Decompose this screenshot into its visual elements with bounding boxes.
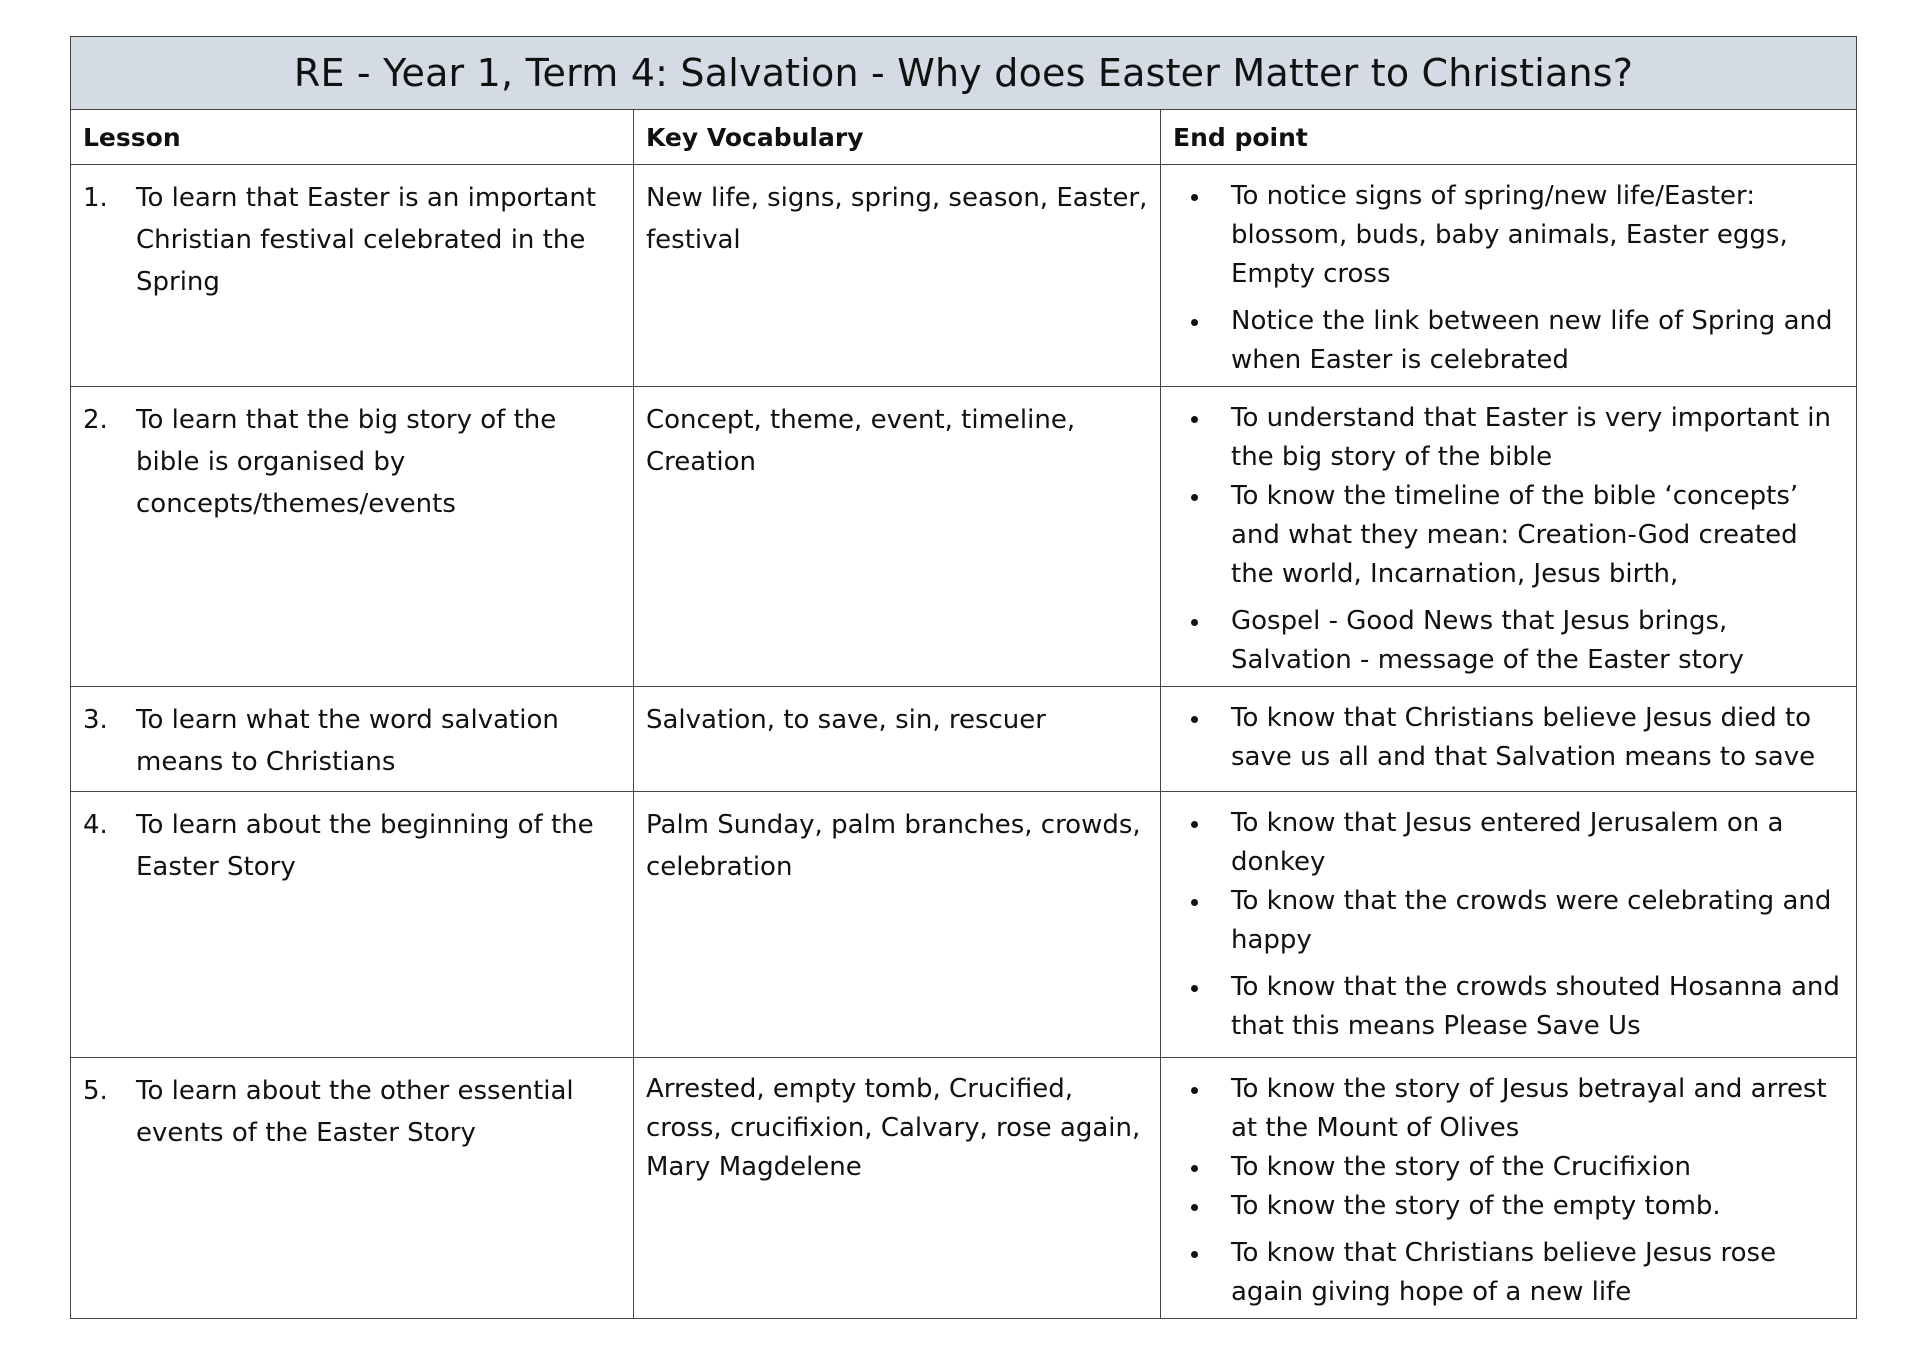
vocab-cell: Salvation, to save, sin, rescuer (634, 687, 1161, 792)
endpoint-item (1173, 1148, 1846, 1187)
bullet-icon (1173, 302, 1231, 380)
curriculum-table (70, 36, 1857, 1319)
endpoint-item (1173, 882, 1846, 960)
endpoint-text: To know the story of the empty tomb. (1231, 1191, 1721, 1221)
curriculum-sheet (70, 36, 1856, 1319)
endpoint-text: To notice signs of spring/new life/Easter: blossom, buds, baby animals, Easter eggs, Empty cross (1231, 181, 1788, 289)
vocab-cell: Arrested, empty tomb, Crucified, cross, crucifixion, Calvary, rose again, Mary Magdelene (634, 1058, 1161, 1319)
lesson-number: 2. (83, 405, 108, 435)
lesson-objective: To learn about the beginning of the Easter Story (136, 810, 594, 882)
bullet-icon (1173, 882, 1231, 960)
endpoint-cell (1161, 687, 1857, 792)
vocab-cell: Concept, theme, event, timeline, Creation (634, 387, 1161, 687)
endpoint-item (1173, 399, 1846, 477)
endpoint-item (1173, 968, 1846, 1046)
table-row (71, 792, 1857, 1058)
endpoint-item (1173, 699, 1846, 777)
lesson-objective: To learn that Easter is an important Christian festival celebrated in the Spring (136, 183, 597, 297)
lesson-objective: To learn that the big story of the bible is organised by concepts/themes/events (136, 405, 557, 519)
lesson-number: 4. (83, 810, 108, 840)
bullet-icon (1173, 699, 1231, 777)
bullet-icon (1173, 477, 1231, 594)
bullet-icon (1173, 804, 1231, 882)
table-row (71, 687, 1857, 792)
lesson-number: 3. (83, 705, 108, 735)
title-row (71, 37, 1857, 110)
lesson-number: 5. (83, 1076, 108, 1106)
endpoint-text: To know the story of the Crucifixion (1231, 1152, 1692, 1182)
lesson-number: 1. (83, 183, 108, 213)
endpoint-text: To know the timeline of the bible ‘concepts’ and what they mean: Creation-God created the world, Incarnation, Jesus birth, (1231, 481, 1799, 589)
lesson-cell (71, 165, 634, 387)
endpoint-text: To know that Jesus entered Jerusalem on a donkey (1231, 808, 1784, 877)
lesson-cell (71, 1058, 634, 1319)
endpoint-cell (1161, 1058, 1857, 1319)
lesson-cell (71, 792, 634, 1058)
lesson-objective: To learn about the other essential events of the Easter Story (136, 1076, 574, 1148)
table-row (71, 1058, 1857, 1319)
endpoint-text: To know the story of Jesus betrayal and arrest at the Mount of Olives (1231, 1074, 1827, 1143)
vocab-cell: New life, signs, spring, season, Easter, festival (634, 165, 1161, 387)
endpoint-cell (1161, 165, 1857, 387)
endpoint-text: To know that Christians believe Jesus rose again giving hope of a new life (1231, 1238, 1777, 1307)
endpoint-item (1173, 1070, 1846, 1148)
bullet-icon (1173, 968, 1231, 1046)
endpoint-text: To understand that Easter is very important in the big story of the bible (1231, 403, 1831, 472)
endpoint-text: To know that the crowds were celebrating and happy (1231, 886, 1832, 955)
header-row (71, 110, 1857, 165)
endpoint-item (1173, 804, 1846, 882)
endpoint-item (1173, 477, 1846, 594)
endpoint-column-header: End point (1161, 110, 1857, 165)
lesson-cell (71, 387, 634, 687)
page-title: RE - Year 1, Term 4: Salvation - Why does Easter Matter to Christians? (71, 37, 1857, 110)
lesson-objective: To learn what the word salvation means to Christians (136, 705, 559, 777)
bullet-icon (1173, 177, 1231, 294)
endpoint-text: To know that Christians believe Jesus died to save us all and that Salvation means to save (1231, 703, 1816, 772)
table-row (71, 387, 1857, 687)
bullet-icon (1173, 602, 1231, 680)
endpoint-item (1173, 1234, 1846, 1312)
bullet-icon (1173, 1148, 1231, 1187)
lesson-cell (71, 687, 634, 792)
endpoint-cell (1161, 387, 1857, 687)
lesson-column-header: Lesson (71, 110, 634, 165)
vocab-column-header: Key Vocabulary (634, 110, 1161, 165)
endpoint-item (1173, 1187, 1846, 1226)
vocab-cell: Palm Sunday, palm branches, crowds, celebration (634, 792, 1161, 1058)
endpoint-cell (1161, 792, 1857, 1058)
endpoint-text: Notice the link between new life of Spring and when Easter is celebrated (1231, 306, 1833, 375)
bullet-icon (1173, 399, 1231, 477)
bullet-icon (1173, 1070, 1231, 1148)
table-row (71, 165, 1857, 387)
endpoint-item (1173, 177, 1846, 294)
endpoint-text: Gospel - Good News that Jesus brings, Salvation - message of the Easter story (1231, 606, 1744, 675)
endpoint-item (1173, 602, 1846, 680)
endpoint-item (1173, 302, 1846, 380)
bullet-icon (1173, 1187, 1231, 1226)
bullet-icon (1173, 1234, 1231, 1312)
endpoint-text: To know that the crowds shouted Hosanna and that this means Please Save Us (1231, 972, 1840, 1041)
